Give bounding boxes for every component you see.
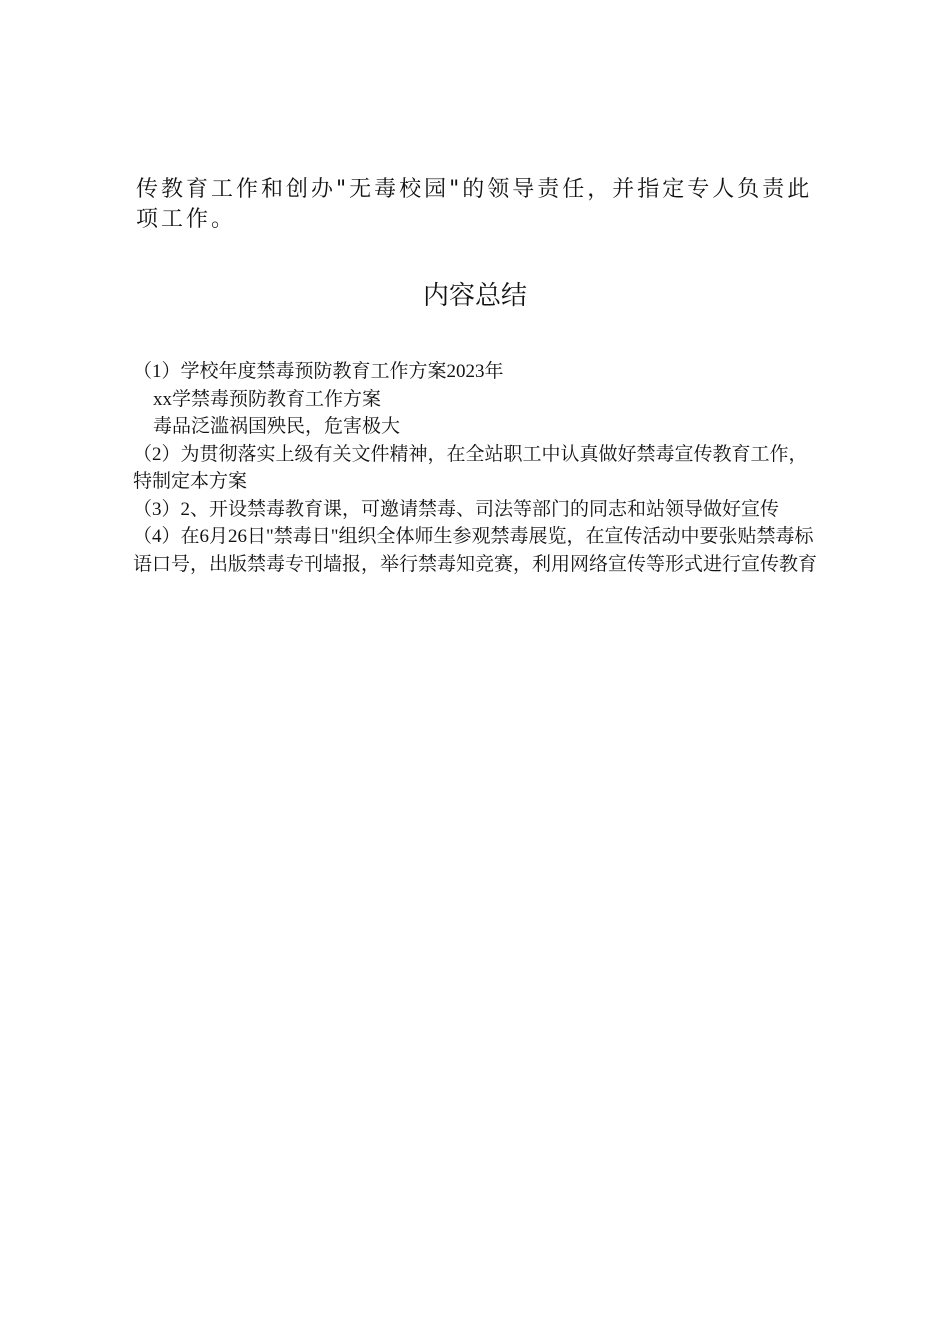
summary-block bbox=[133, 358, 823, 578]
continuation-text-block bbox=[136, 175, 826, 235]
summary-paragraph-4: （2）为贯彻落实上级有关文件精神，在全站职工中认真做好禁毒宣传教育工作，特制定本方案 bbox=[133, 443, 808, 492]
summary-paragraph-3: 毒品泛滥祸国殃民，危害极大 bbox=[153, 416, 401, 437]
summary-paragraph-1: （1）学校年度禁毒预防教育工作方案2023年 bbox=[133, 361, 504, 382]
summary-heading: 内容总结 bbox=[422, 281, 527, 311]
summary-paragraph-6: （4）在6月26日"禁毒日"组织全体师生参观禁毒展览，在宣传活动中要张贴禁毒标语口号，出版禁毒专刊墙报，举行禁毒知竞赛，利用网络宣传等形式进行宣传教育 bbox=[133, 526, 818, 575]
summary-paragraph-2: xx学禁毒预防教育工作方案 bbox=[153, 388, 382, 410]
continuation-paragraph: 传教育工作和创办"无毒校园"的领导责任，并指定专人负责此项工作。 bbox=[136, 177, 813, 232]
summary-paragraph-5: （3）2、开设禁毒教育课，可邀请禁毒、司法等部门的同志和站领导做好宣传 bbox=[133, 498, 780, 520]
